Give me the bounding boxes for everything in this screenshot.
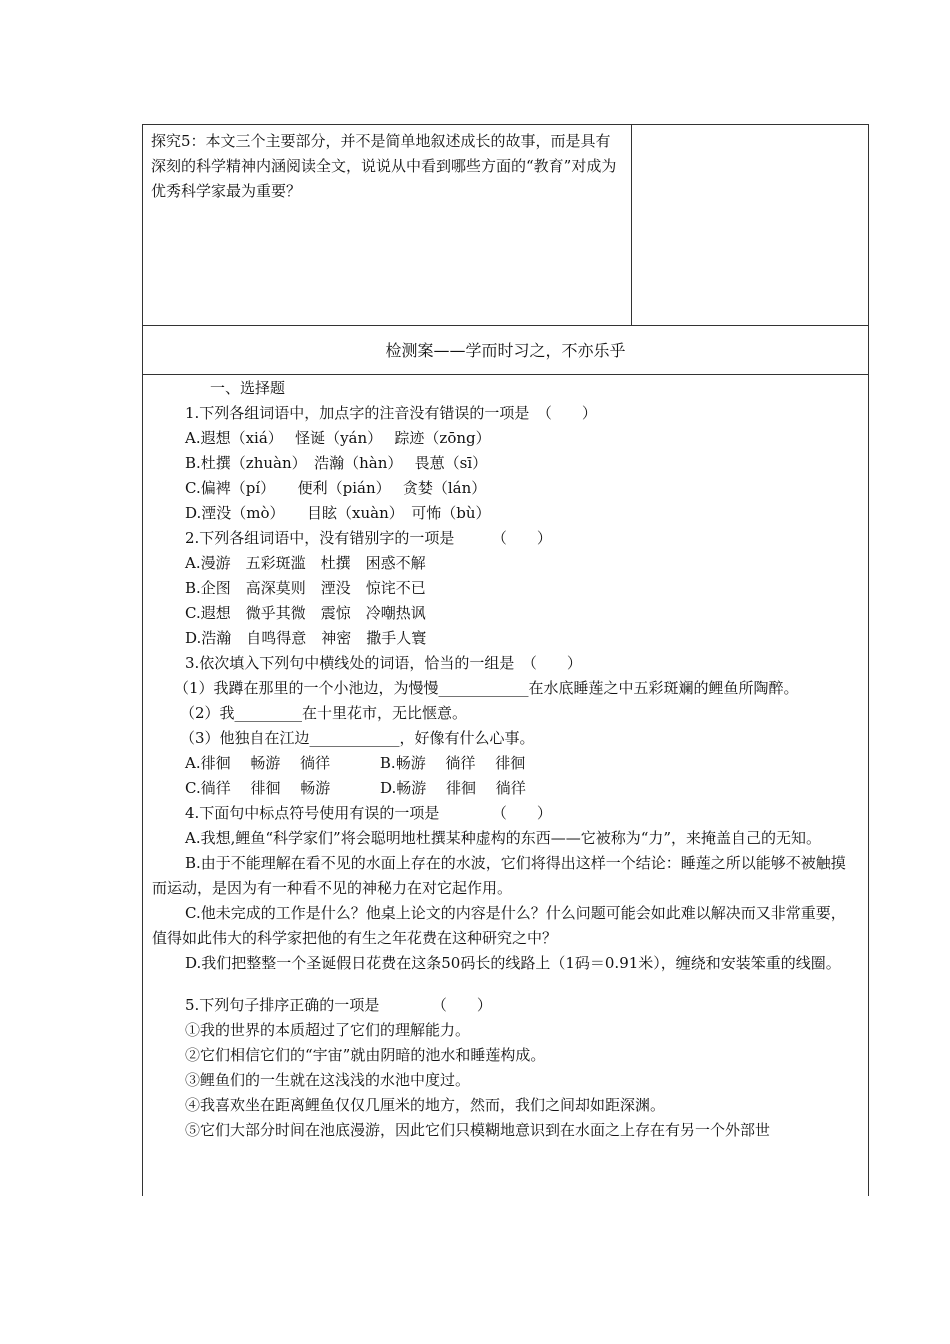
q1-option-b: B.杜撰（zhuàn） 浩瀚（hàn） 畏葸（sī） bbox=[185, 454, 488, 472]
explore-row bbox=[143, 125, 868, 326]
q3-options-cd: C.徜徉 徘徊 畅游 D.畅游 徘徊 徜徉 bbox=[185, 779, 526, 797]
q5-item-4: ④我喜欢坐在距离鲤鱼仅仅几厘米的地方，然而，我们之间却如距深渊。 bbox=[185, 1096, 666, 1114]
explore5-question: 探究5：本文三个主要部分，并不是简单地叙述成长的故事，而是具有深刻的科学精神内涵阅读全文，说说从中看到哪些方面的“教育”对成为优秀科学家最为重要？ bbox=[143, 125, 632, 325]
q4-option-c: C.他未完成的工作是什么？他桌上论文的内容是什么？什么问题可能会如此难以解决而又非常重要，值得如此伟大的科学家把他的有生之年花费在这种研究之中？ bbox=[152, 904, 846, 947]
q5-stem: 5.下列句子排序正确的一项是 （ ） bbox=[185, 996, 492, 1014]
q2-option-d: D.浩瀚 自鸣得意 神密 撒手人寰 bbox=[185, 629, 427, 647]
q4-option-b: B.由于不能理解在看不见的水面上存在的水波，它们将得出这样一个结论：睡莲之所以能够不被触摸而运动，是因为有一种看不见的神秘力在对它起作用。 bbox=[152, 854, 846, 897]
q3-s3-blank: ____________ bbox=[309, 729, 400, 747]
q4-option-d: D.我们把整整一个圣诞假日花费在这条50码长的线路上（1码＝0.91米），缠绕和安装笨重的线圈。 bbox=[185, 954, 841, 972]
q3-sentence-3 bbox=[152, 726, 860, 751]
q3-s3-pre: （3）他独自在江边 bbox=[180, 729, 310, 747]
q2-stem: 2.下列各组词语中，没有错别字的一项是 （ ） bbox=[185, 529, 552, 547]
q1-stem: 1.下列各组词语中，加点字的注音没有错误的一项是 （ ） bbox=[185, 404, 597, 422]
q3-s1-blank: ____________ bbox=[438, 679, 529, 697]
q3-s3-post: ，好像有什么心事。 bbox=[399, 729, 535, 747]
section-title: 检测案——学而时习之，不亦乐乎 bbox=[143, 325, 868, 375]
part1-heading: 一、选择题 bbox=[210, 379, 286, 397]
q5-item-1: ①我的世界的本质超过了它们的理解能力。 bbox=[185, 1021, 471, 1039]
q3-s2-blank: _________ bbox=[234, 704, 303, 722]
q3-sentence-2 bbox=[152, 701, 860, 726]
spacer bbox=[152, 976, 860, 993]
q3-s2-pre: （2）我 bbox=[180, 704, 235, 722]
q5-item-5: ⑤它们大部分时间在池底漫游，因此它们只模糊地意识到在水面之上存在有另一个外部世 bbox=[185, 1121, 771, 1139]
explore5-answer-cell bbox=[632, 125, 868, 325]
exercise-content bbox=[143, 375, 868, 1143]
q2-option-b: B.企图 高深莫则 湮没 惊诧不已 bbox=[185, 579, 426, 597]
q3-s1-pre: （1）我蹲在那里的一个小池边，为慢慢 bbox=[174, 679, 439, 697]
q4-option-a: A.我想,鲤鱼“科学家们”将会聪明地杜撰某种虚构的东西——它被称为“力”，来掩盖自己的无知。 bbox=[185, 829, 822, 847]
q3-s2-post: 在十里花市，无比惬意。 bbox=[302, 704, 468, 722]
q3-stem: 3.依次填入下列句中横线处的词语，恰当的一组是 （ ） bbox=[185, 654, 582, 672]
q1-option-d: D.湮没（mò） 目眩（xuàn） 可怖（bù） bbox=[185, 504, 491, 522]
q3-sentence-1 bbox=[152, 676, 860, 701]
q4-stem: 4.下面句中标点符号使用有误的一项是 （ ） bbox=[185, 804, 552, 822]
q2-option-c: C.遐想 微乎其微 震惊 冷嘲热讽 bbox=[185, 604, 426, 622]
q5-item-2: ②它们相信它们的“宇宙”就由阴暗的池水和睡莲构成。 bbox=[185, 1046, 546, 1064]
q1-option-c: C.偏裨（pí） 便利（pián） 贪婪（lán） bbox=[185, 479, 487, 497]
q5-item-3: ③鲤鱼们的一生就在这浅浅的水池中度过。 bbox=[185, 1071, 471, 1089]
q1-option-a: A.遐想（xiá） 怪诞（yán） 踪迹（zōng） bbox=[185, 429, 491, 447]
q2-option-a: A.漫游 五彩斑滥 杜撰 困惑不解 bbox=[185, 554, 426, 572]
q3-s1-post: 在水底睡莲之中五彩斑斓的鲤鱼所陶醉。 bbox=[528, 679, 799, 697]
worksheet-table bbox=[142, 124, 869, 1196]
q3-options-ab: A.徘徊 畅游 徜徉 B.畅游 徜徉 徘徊 bbox=[185, 754, 526, 772]
